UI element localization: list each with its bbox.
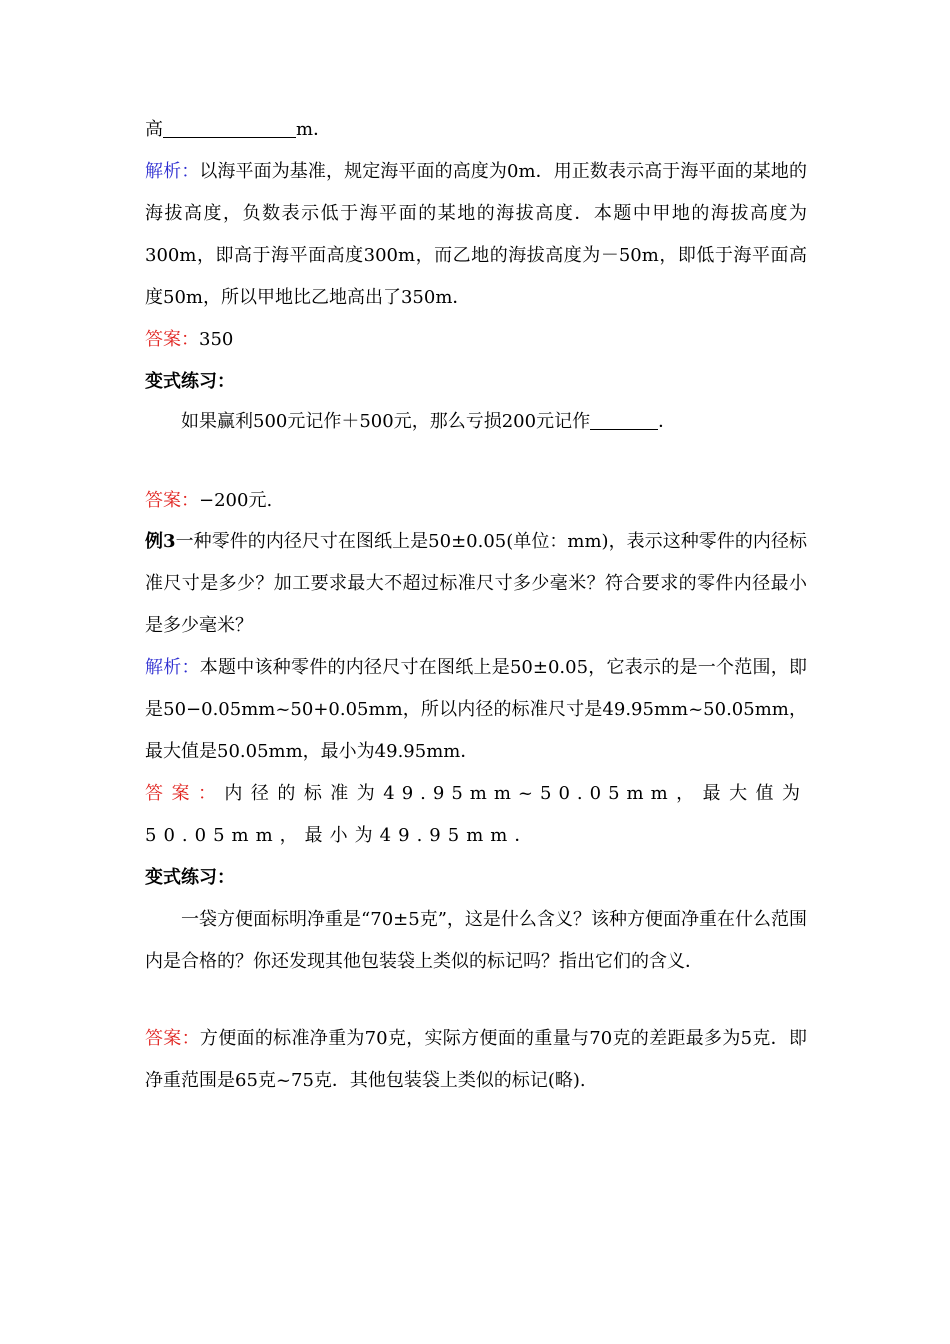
- variant-heading-1: 变式练习：: [145, 371, 235, 392]
- example-label: 例3: [145, 531, 176, 552]
- answer-label: 答案：: [145, 329, 199, 350]
- answer-label: 答案：: [145, 1028, 200, 1049]
- line1-suffix: m．: [296, 119, 332, 140]
- answer-2: [145, 480, 807, 522]
- variant-question-1: [145, 401, 807, 443]
- answer-text: 内径的标准为49.95mm~50.05mm，最大值为50.05mm，最小为49.95mm．: [145, 783, 808, 846]
- analysis-3: [145, 647, 807, 773]
- analysis-text: 本题中该种零件的内径尺寸在图纸上是50±0.05，它表示的是一个范围，即是50−0.05mm~50+0.05mm，所以内径的标准尺寸是49.95mm~50.05mm，最大值是50.05mm，最小为49.95mm．: [145, 657, 808, 762]
- answer-text: −200元.: [199, 490, 273, 511]
- analysis-label: 解析：: [145, 657, 200, 678]
- analysis-1: [145, 151, 807, 319]
- line1-prefix: 高: [145, 119, 163, 140]
- answer-blank: [590, 411, 658, 430]
- example-text: 一种零件的内径尺寸在图纸上是50±0.05(单位：mm)，表示这种零件的内径标准尺寸是多少？加工要求最大不超过标准尺寸多少毫米？符合要求的零件内径最小是多少毫米？: [145, 531, 808, 636]
- variant-question-2: 一袋方便面标明净重是“70±5克”，这是什么含义？该种方便面净重在什么范围内是合格的？你还发现其他包装袋上类似的标记吗？指出它们的含义．: [145, 909, 807, 972]
- line-fill-blank: [145, 109, 807, 151]
- answer-3: [145, 773, 807, 857]
- answer-text: 方便面的标准净重为70克，实际方便面的重量与70克的差距最多为5克．即净重范围是65克~75克．其他包装袋上类似的标记(略).: [145, 1028, 807, 1091]
- answer-label: 答案：: [145, 490, 199, 511]
- answer-4: [145, 1018, 807, 1102]
- answer-blank: [163, 119, 296, 138]
- example-3: [145, 521, 807, 647]
- analysis-text: 以海平面为基准，规定海平面的高度为0m．用正数表示高于海平面的某地的海拔高度，负数表示低于海平面的某地的海拔高度．本题中甲地的海拔高度为300m，即高于海平面高度300m，而乙地的海拔高度为－50m，即低于海平面高度50m，所以甲地比乙地高出了350m．: [145, 161, 808, 308]
- answer-1: [145, 319, 807, 361]
- analysis-label: 解析：: [145, 161, 200, 182]
- variant-question-suffix: ．: [658, 411, 677, 432]
- answer-text: 350: [199, 329, 234, 350]
- variant-question-text: 如果赢利500元记作＋500元，那么亏损200元记作: [181, 411, 591, 432]
- answer-label: 答案：: [145, 783, 225, 804]
- variant-heading-2: 变式练习：: [145, 867, 235, 888]
